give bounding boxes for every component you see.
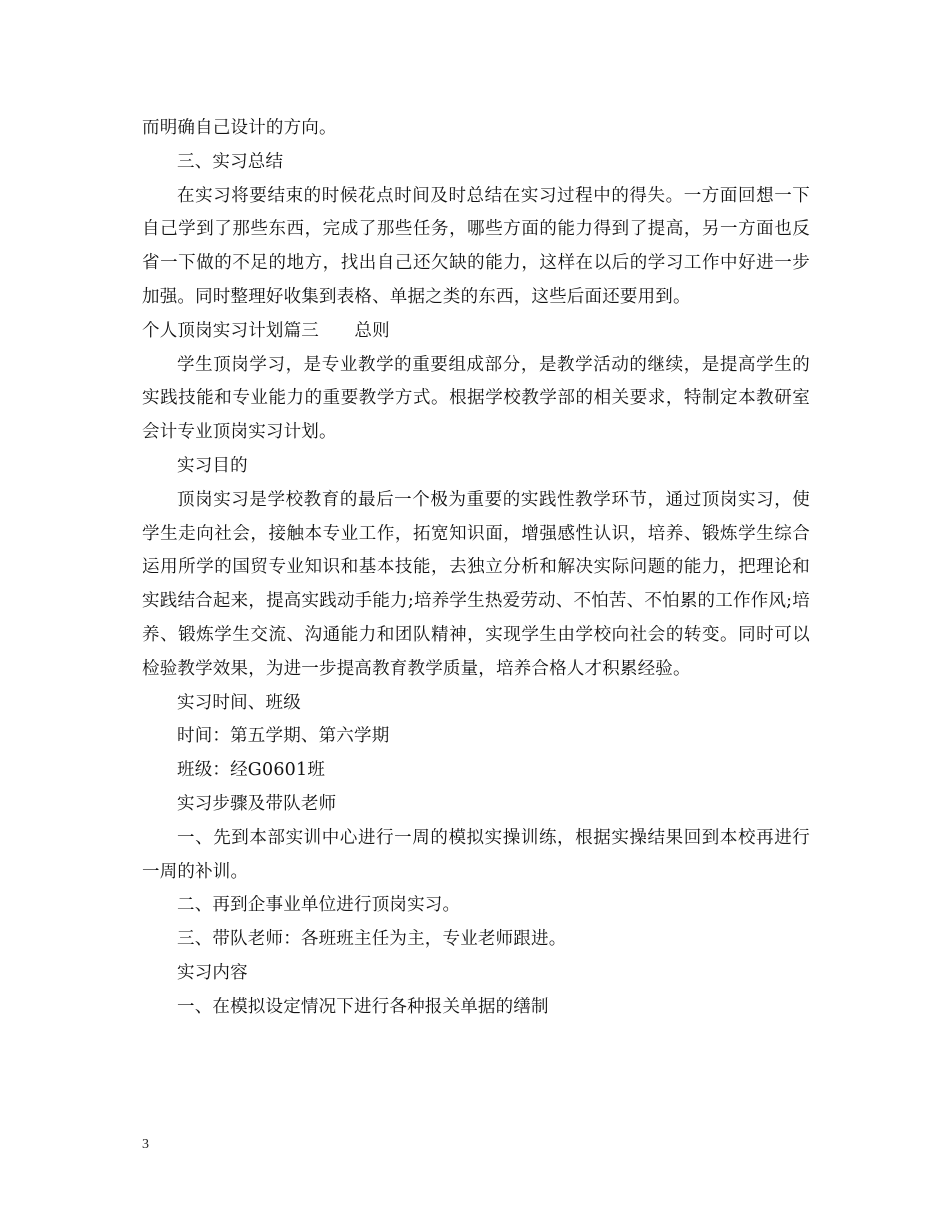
paragraph-content-one: 一、在模拟设定情况下进行各种报关单据的缮制 [177,996,549,1017]
section-heading-time-class: 实习时间、班级 [177,692,301,713]
paragraph-purpose: 顶岗实习是学校教育的最后一个极为重要的实践性教学环节，通过顶岗实习，使学生走向社会，接触本专业工作，拓宽知识面，增强感性认识，培养、锻炼学生综合运用所学的国贸专业知识和基本技能，去独立分析和解决实际问题的能力，把理论和实践结合起来，提高实践动手能力;培养学生热爱劳动、不怕苦、不怕累的工作作风;培养、锻炼学生交流、沟通能力和团队精神，实现学生由学校向社会的转变。同时可以检验教学效果，为进一步提高教育教学质量，培养合格人才积累经验。 [142,489,810,679]
paragraph-time: 时间：第五学期、第六学期 [177,726,390,747]
section-heading-steps: 实习步骤及带队老师 [177,793,337,814]
plan-title-line: 个人顶岗实习计划篇三 总则 [142,320,390,341]
paragraph-summary: 在实习将要结束的时候花点时间及时总结在实习过程中的得失。一方面回想一下自己学到了那些东西，完成了那些任务，哪些方面的能力得到了提高，另一方面也反省一下做的不足的地方，找出自己还欠缺的能力，这样在以后的学习工作中好进一步加强。同时整理好收集到表格、单据之类的东西，这些后面还要用到。 [142,185,810,307]
page-number: 3 [142,1137,149,1152]
paragraph-general-rules: 学生顶岗学习，是专业教学的重要组成部分，是教学活动的继续，是提高学生的实践技能和专业能力的重要教学方式。根据学校教学部的相关要求，特制定本教研室会计专业顶岗实习计划。 [142,354,810,443]
section-heading-summary: 三、实习总结 [177,151,284,172]
paragraph-step-two: 二、再到企事业单位进行顶岗实习。 [177,895,461,916]
paragraph-step-one: 一、先到本部实训中心进行一周的模拟实操训练，根据实操结果回到本校再进行一周的补训。 [142,827,810,882]
section-heading-purpose: 实习目的 [177,455,248,476]
paragraph-step-three: 三、带队老师：各班班主任为主，专业老师跟进。 [177,929,567,950]
document-body [142,112,810,1025]
paragraph-class: 班级：经G0601班 [177,760,326,781]
paragraph-continuation: 而明确自己设计的方向。 [142,118,337,138]
section-heading-content: 实习内容 [177,962,248,983]
